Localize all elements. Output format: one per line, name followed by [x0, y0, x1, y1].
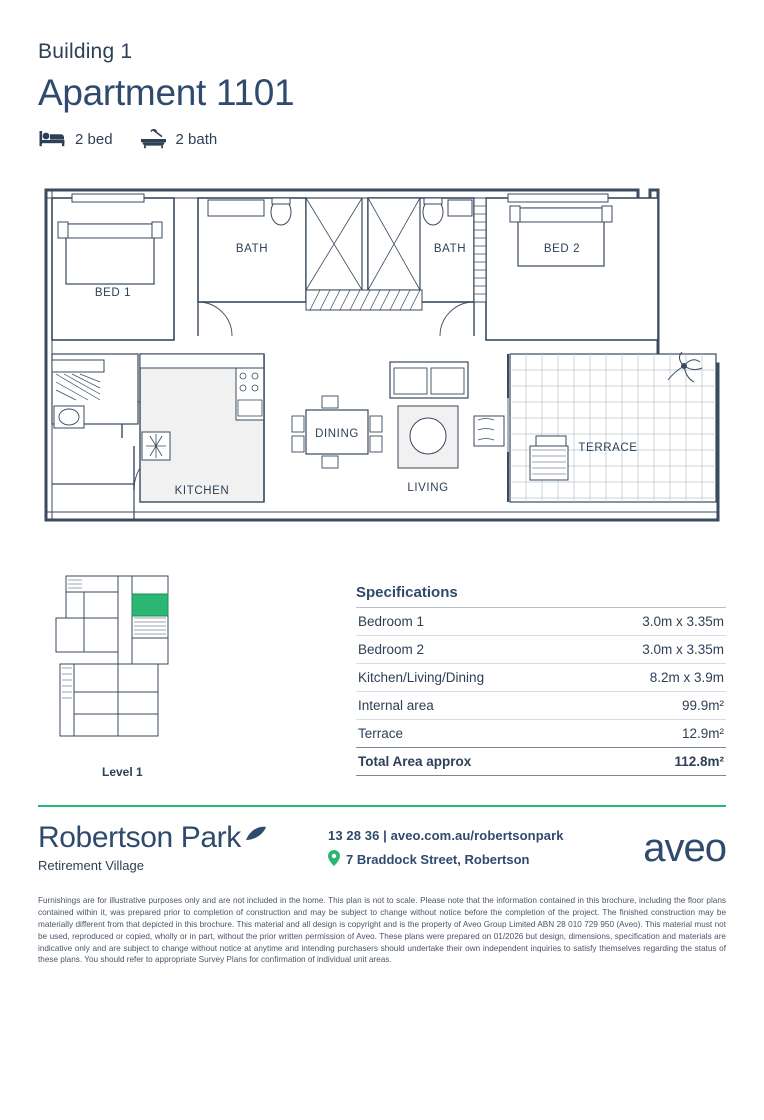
- brand-name: Robertson Park: [38, 821, 241, 854]
- leaf-icon: [245, 826, 267, 847]
- room-label-living: LIVING: [407, 482, 449, 494]
- contact-address: 7 Braddock Street, Robertson: [346, 852, 530, 867]
- specifications-title: Specifications: [356, 584, 458, 601]
- spec-total-label: Total Area approx: [358, 754, 472, 769]
- contact-phone-web[interactable]: 13 28 36 | aveo.com.au/robertsonpark: [328, 828, 564, 843]
- highlighted-apartment: [132, 594, 168, 616]
- spec-total-value: 112.8m²: [674, 754, 724, 769]
- spec-value: 8.2m x 3.9m: [649, 670, 724, 685]
- divider: [38, 805, 726, 807]
- level-key-diagram: [38, 570, 218, 750]
- level-key-and-specs: [38, 570, 726, 779]
- contact-address-row: [328, 850, 643, 869]
- spec-value: 12.9m²: [681, 726, 724, 741]
- aveo-logo: aveo: [643, 826, 726, 870]
- building-label: Building 1: [38, 40, 133, 63]
- brand-subtitle: Retirement Village: [38, 858, 144, 873]
- bed-icon: [38, 129, 68, 149]
- table-row: [356, 663, 726, 691]
- room-label-bath2: BATH: [433, 243, 467, 255]
- level-key: [38, 570, 338, 779]
- location-pin-icon: [328, 850, 340, 869]
- table-row: [356, 691, 726, 719]
- spec-label: Kitchen/Living/Dining: [358, 670, 485, 685]
- spec-value: 3.0m x 3.35m: [642, 614, 724, 629]
- room-label-kitchen: KITCHEN: [174, 485, 230, 497]
- bed-count-label: 2 bed: [75, 130, 113, 148]
- bath-count-label: 2 bath: [175, 130, 218, 148]
- spec-label: Bedroom 1: [358, 614, 425, 629]
- table-row: [356, 607, 726, 635]
- bath-icon: [139, 128, 169, 150]
- spec-value: 99.9m²: [681, 698, 724, 713]
- room-label-bath1: BATH: [235, 243, 269, 255]
- bed-summary: [38, 129, 113, 149]
- floorplan: [38, 184, 726, 544]
- table-row: [356, 635, 726, 663]
- contact-block: [328, 828, 643, 873]
- floorplan-drawing: [38, 184, 726, 544]
- room-label-terrace: TERRACE: [578, 442, 638, 454]
- spec-label: Terrace: [358, 726, 404, 741]
- room-label-dining: DINING: [315, 428, 359, 440]
- beds-baths-summary: [38, 128, 726, 150]
- page-header: [38, 40, 726, 150]
- page-footer: [38, 823, 726, 873]
- spec-label: Internal area: [358, 698, 434, 713]
- spec-value: 3.0m x 3.35m: [642, 642, 724, 657]
- spec-label: Bedroom 2: [358, 642, 425, 657]
- room-label-bed2: BED 2: [543, 243, 581, 255]
- bath-summary: [139, 128, 218, 150]
- table-row-total: [356, 747, 726, 776]
- page-title: Apartment 1101: [38, 72, 295, 113]
- level-caption: Level 1: [102, 765, 143, 779]
- room-label-bed1: BED 1: [94, 287, 132, 299]
- brand-block: [38, 823, 328, 873]
- table-row: [356, 719, 726, 747]
- brochure-page: [0, 40, 764, 1120]
- disclaimer-text: Furnishings are for illustrative purposes only and are not included in the home. This plan is not to scale. Please note that the information contained in this brochure, including the floor plans contained within it, was prepared prior to completion of construction and may be subject to change without notice before the completion of the project. The finished construction may be materially different from that depicted in this brochure. This material and all design is copyright and is the property of Aveo Group Limited ABN 28 010 729 950 (Aveo). This material must not be used, reproduced or copied, wholly or in part, without the prior written permission of Aveo. These plans were prepared on 01/2026 but design, dimensions, specification and materials are indicative only and are subject to change without notice at anytime and intending purchasers should undertake their own independent inquiries to satisfy themselves regarding the status of these plans. You should refer to appropriate Survey Plans for confirmation of individual unit areas.: [38, 896, 726, 965]
- specifications-table: [338, 570, 726, 779]
